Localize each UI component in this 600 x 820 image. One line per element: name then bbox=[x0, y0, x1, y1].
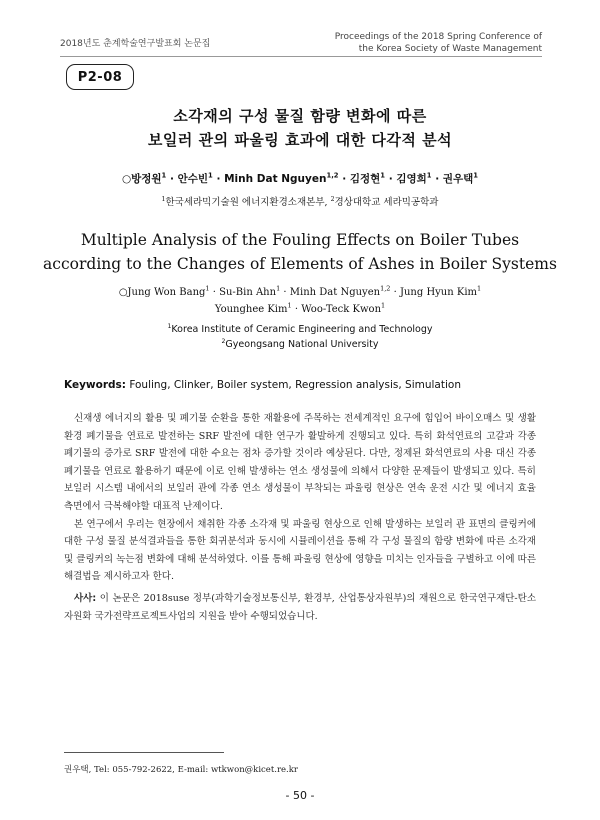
author-name: Su-Bin Ahn bbox=[219, 287, 277, 298]
author-affil-sup: 1 bbox=[276, 284, 281, 293]
affiliation-2: 경상대학교 세라믹공학과 bbox=[334, 197, 439, 208]
korean-affiliations bbox=[0, 194, 600, 208]
author-separator: · bbox=[169, 173, 174, 185]
footnote-divider bbox=[64, 752, 224, 753]
author-name: 김영희 bbox=[396, 173, 427, 185]
presenter-marker: ○ bbox=[121, 173, 132, 185]
author-affil-sup: 1,2 bbox=[380, 284, 391, 293]
author-name: Jung Won Bang bbox=[127, 287, 206, 298]
corresponding-author-footnote: 권우택, Tel: 055-792-2622, E-mail: wtkwon@kicet.re.kr bbox=[64, 765, 298, 775]
english-affiliation-2 bbox=[0, 337, 600, 352]
acknowledgement-text: 이 논문은 2018suse 정부(과학기술정보통신부, 환경부, 산업통상자원부)의 재원으로 한국연구재단-탄소자원화 국가전략프로젝트사업의 지원을 받아 수행되었습니다. bbox=[64, 593, 536, 622]
author-separator: · bbox=[283, 287, 287, 298]
english-affiliation-1 bbox=[0, 322, 600, 337]
presenter-marker: ○ bbox=[118, 287, 128, 298]
header-right-line2: the Korea Society of Waste Management bbox=[358, 44, 542, 54]
header-left: 2018년도 춘계학술연구발표회 논문집 bbox=[60, 39, 211, 49]
page-number: - 50 - bbox=[285, 789, 315, 802]
author-separator: · bbox=[212, 287, 216, 298]
english-title-line2: according to the Changes of Elements of Ashes in Boiler Systems bbox=[43, 255, 557, 273]
abstract-paragraph-2: 본 연구에서 우리는 현장에서 채취한 각종 소각재 및 파울링 현상으로 인해 발생하는 보일러 관 표면의 클링커에 대한 구성 물질 분석결과들을 통한 회귀분석과 동시에 시뮬레이션을 통해 각 구성 물질의 함량 변화에 따른 소각재 및 클링커의 녹는점 변화에 대해 분석하였다. 이를 통해 파울링 현상에 영향을 미치는 인자들을 구별하고 이에 따른 해결법을 제시하고자 한다. bbox=[64, 518, 536, 583]
author-name: 김정현 bbox=[349, 173, 381, 185]
keywords-text: Fouling, Clinker, Boiler system, Regression analysis, Simulation bbox=[129, 379, 461, 391]
affil-sup: 2 bbox=[221, 337, 226, 345]
author-affil-sup: 1 bbox=[161, 171, 167, 180]
author-affil-sup: 1 bbox=[381, 301, 386, 310]
author-name: Minh Dat Nguyen bbox=[224, 173, 327, 185]
author-affil-sup: 1 bbox=[380, 171, 386, 180]
author-separator: · bbox=[388, 173, 393, 185]
author-affil-sup: 1 bbox=[287, 301, 292, 310]
author-name: 안수빈 bbox=[177, 173, 209, 185]
author-name: 권우택 bbox=[442, 173, 474, 185]
korean-title-line2: 보일러 관의 파울링 효과에 대한 다각적 분석 bbox=[147, 131, 453, 149]
keywords bbox=[64, 379, 461, 391]
author-affil-sup: 1 bbox=[205, 284, 210, 293]
author-name: Jung Hyun Kim bbox=[399, 287, 478, 298]
korean-title bbox=[0, 104, 600, 152]
affiliation-1: 한국세라믹기술원 에너지환경소재본부, bbox=[165, 197, 328, 208]
affil-sup: 2 bbox=[330, 195, 335, 203]
author-separator: · bbox=[342, 173, 347, 185]
author-separator: · bbox=[393, 287, 397, 298]
author-name: Minh Dat Nguyen bbox=[289, 287, 381, 298]
author-separator: · bbox=[294, 304, 299, 315]
header-right bbox=[335, 31, 542, 55]
author-affil-sup: 1,2 bbox=[326, 171, 339, 180]
english-title-line1: Multiple Analysis of the Fouling Effects on Boiler Tubes bbox=[80, 231, 520, 249]
affiliation-text: Gyeongsang National University bbox=[225, 339, 379, 350]
keywords-label: Keywords: bbox=[64, 379, 126, 391]
english-authors-line2 bbox=[0, 301, 600, 318]
korean-authors bbox=[0, 171, 600, 186]
author-name: 방정원 bbox=[131, 173, 162, 185]
affil-sup: 1 bbox=[161, 195, 166, 203]
author-separator: · bbox=[216, 173, 221, 185]
paper-id-badge: P2-08 bbox=[66, 64, 134, 90]
acknowledgement bbox=[64, 590, 536, 626]
author-affil-sup: 1 bbox=[473, 171, 479, 180]
english-authors-line1 bbox=[0, 284, 600, 301]
author-name: Woo-Teck Kwon bbox=[301, 304, 382, 315]
english-title bbox=[0, 228, 600, 276]
abstract-paragraph-1: 신재생 에너지의 활용 및 폐기물 순환을 통한 재활용에 주목하는 전세계적인 요구에 힘입어 바이오매스 및 생활환경 폐기물을 연료로 발전하는 SRF 발전에 대한 연구가 활발하게 진행되고 있다. 특히 화석연료의 고갈과 각종 폐기물의 증가로 SRF 발전에 대한 수요는 점차 증가할 것이라 예상된다. 다만, 정제된 화석연료의 사용 대신 각종 폐기물을 연료로 활용하기 때문에 이로 인해 발생하는 연소 생성물에 의해서 다양한 문제들이 발생되고 있다. 특히 보일러 시스템 내에서의 보일러 관에 각종 연소 생성물이 부착되는 파울링 현상은 연속 운전 시간 및 에너지 효율 측면에서 극복해야할 대표적 난제이다. bbox=[64, 413, 536, 512]
author-separator: · bbox=[435, 173, 440, 185]
author-affil-sup: 1 bbox=[426, 171, 432, 180]
author-affil-sup: 1 bbox=[208, 171, 213, 180]
author-affil-sup: 1 bbox=[477, 284, 482, 293]
header-right-line1: Proceedings of the 2018 Spring Conference of bbox=[334, 32, 542, 42]
acknowledgement-label: 사사: bbox=[74, 593, 97, 604]
korean-title-line1: 소각재의 구성 물질 함량 변화에 따른 bbox=[173, 107, 427, 125]
author-name: Younghee Kim bbox=[214, 304, 288, 315]
affiliation-text: Korea Institute of Ceramic Engineering and Technology bbox=[171, 324, 433, 335]
english-affiliations bbox=[0, 322, 600, 352]
affil-sup: 1 bbox=[167, 322, 172, 330]
english-authors bbox=[0, 284, 600, 318]
abstract-body bbox=[64, 410, 536, 586]
header-divider bbox=[60, 56, 542, 57]
